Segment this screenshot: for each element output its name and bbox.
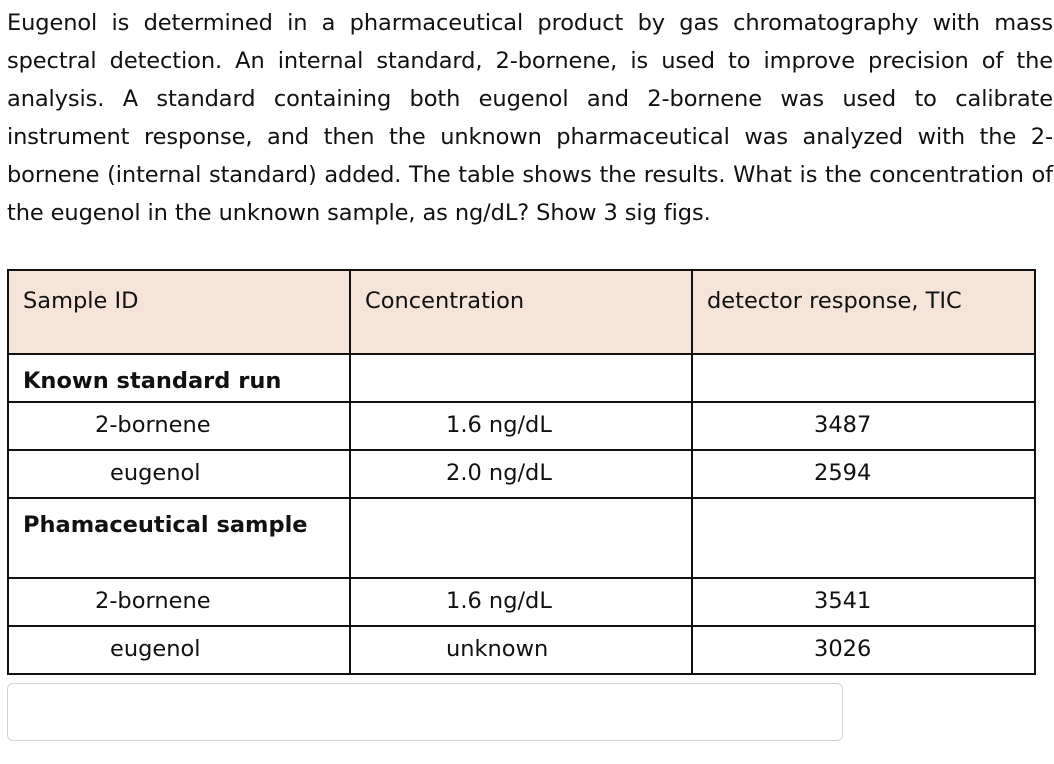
header-detector-response: detector response, TIC: [692, 270, 1035, 354]
section-title: Phamaceutical sample: [8, 498, 350, 578]
answer-input[interactable]: [7, 683, 843, 741]
table-header-row: [8, 270, 1035, 354]
empty-cell: [692, 498, 1035, 578]
sample-cell: 2-bornene: [8, 578, 350, 626]
sample-cell: 2-bornene: [8, 402, 350, 450]
header-sample-id: Sample ID: [8, 270, 350, 354]
table-row: [8, 578, 1035, 626]
response-cell: 2594: [692, 450, 1035, 498]
response-cell: 3026: [692, 626, 1035, 674]
concentration-cell: 1.6 ng/dL: [350, 402, 692, 450]
concentration-cell: 2.0 ng/dL: [350, 450, 692, 498]
section-row-known-standard: [8, 354, 1035, 402]
empty-cell: [692, 354, 1035, 402]
sample-cell: eugenol: [8, 626, 350, 674]
results-table: [7, 269, 1036, 675]
header-concentration: Concentration: [350, 270, 692, 354]
table-row: [8, 402, 1035, 450]
section-row-pharmaceutical: [8, 498, 1035, 578]
question-text: Eugenol is determined in a pharmaceutical product by gas chromatography with mass spectral detection. An internal standard, 2-bornene, is used to improve precision of the analysis. A standard containing both eugenol and 2-bornene was used to calibrate instrument response, and then the unknown pharmaceutical was analyzed with the 2-bornene (internal standard) added. The table shows the results. What is the concentration of the eugenol in the unknown sample, as ng/dL? Show 3 sig figs.: [7, 10, 1053, 226]
section-title: Known standard run: [8, 354, 350, 402]
response-cell: 3487: [692, 402, 1035, 450]
sample-cell: eugenol: [8, 450, 350, 498]
table-row: [8, 626, 1035, 674]
empty-cell: [350, 354, 692, 402]
concentration-cell: 1.6 ng/dL: [350, 578, 692, 626]
empty-cell: [350, 498, 692, 578]
table-row: [8, 450, 1035, 498]
response-cell: 3541: [692, 578, 1035, 626]
concentration-cell: unknown: [350, 626, 692, 674]
